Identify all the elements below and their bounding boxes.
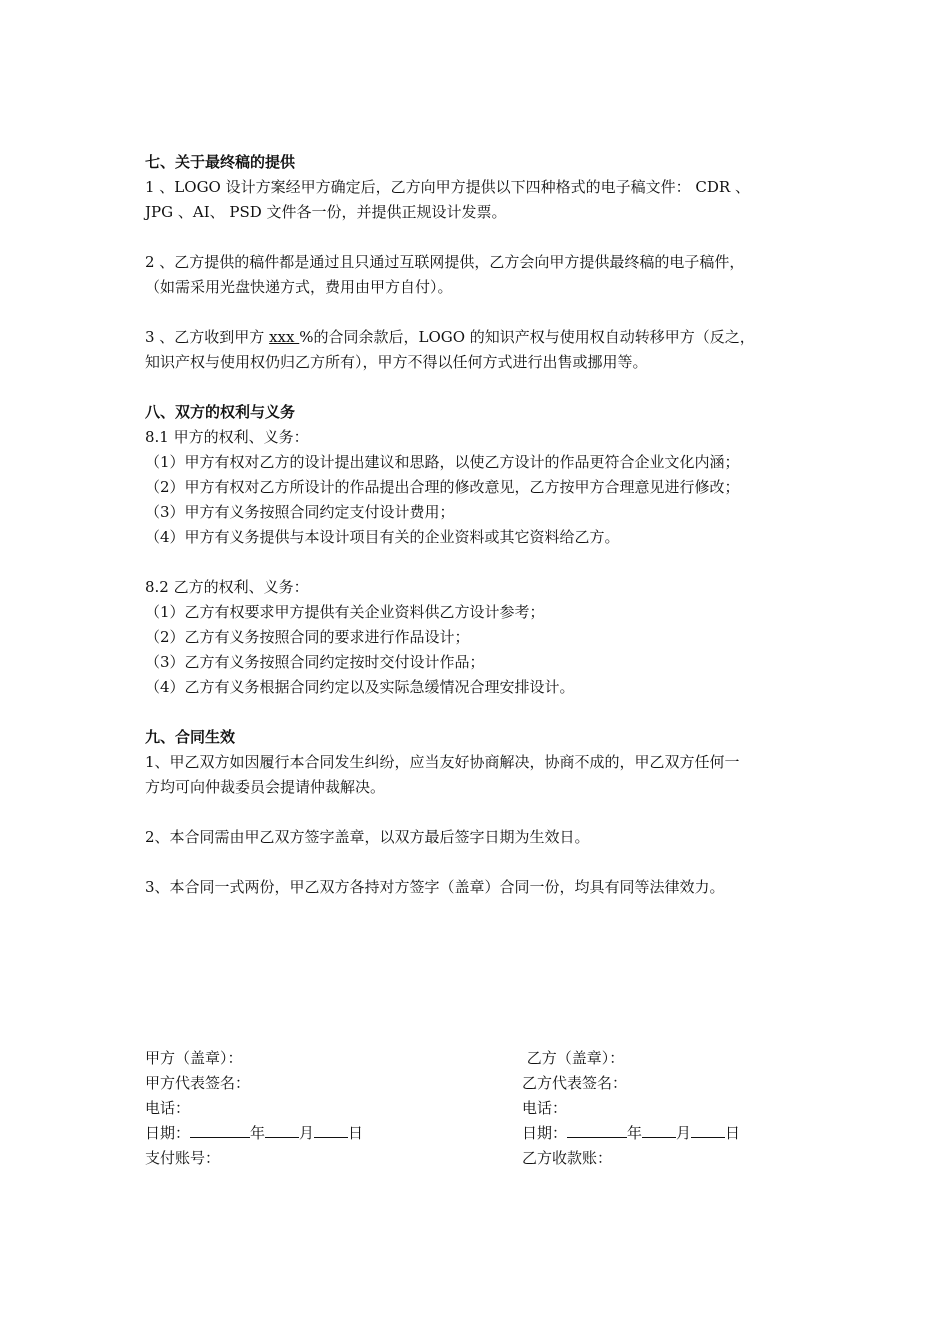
party-b-rights-title: 8.2 乙方的权利、义务： — [145, 578, 309, 596]
contract-body — [145, 150, 825, 900]
party-a-date — [145, 1121, 363, 1146]
day-blank — [691, 1122, 725, 1138]
month-label: 月 — [676, 1124, 692, 1142]
section-7-title: 七、关于最终稿的提供 — [145, 153, 296, 171]
party-b-account: 乙方收款账： — [522, 1149, 613, 1167]
list-item: （4）甲方有义务提供与本设计项目有关的企业资料或其它资料给乙方。 — [145, 528, 620, 546]
party-b-phone: 电话： — [522, 1099, 568, 1117]
party-b-date — [522, 1121, 740, 1146]
party-a-rep: 甲方代表签名： — [145, 1074, 251, 1092]
list-item: （3）乙方有义务按照合同约定按时交付设计作品； — [145, 653, 485, 671]
party-a-account: 支付账号： — [145, 1149, 221, 1167]
section-7-p2-line2: （如需采用光盘快递方式，费用由甲方自付）。 — [145, 278, 453, 296]
section-7-p3-prefix: 3 、乙方收到甲方 — [145, 328, 270, 346]
party-a-date-label: 日期： — [145, 1124, 191, 1142]
section-7-p3-suffix: %的合同余款后，LOGO 的知识产权与使用权自动转移甲方（反之， — [299, 328, 755, 346]
party-b-rep: 乙方代表签名： — [522, 1074, 628, 1092]
section-9-title: 九、合同生效 — [145, 728, 236, 746]
day-label: 日 — [725, 1124, 741, 1142]
day-label: 日 — [348, 1124, 364, 1142]
day-blank — [314, 1122, 348, 1138]
party-a-seal: 甲方（盖章）： — [145, 1049, 243, 1067]
party-b-signature-block — [522, 1046, 740, 1171]
year-label: 年 — [250, 1124, 266, 1142]
year-blank — [567, 1122, 627, 1138]
section-9-p2: 2、本合同需由甲乙双方签字盖章，以双方最后签字日期为生效日。 — [145, 828, 590, 846]
party-b-seal: 乙方（盖章）： — [522, 1049, 625, 1067]
section-7-p3-line1 — [145, 325, 825, 350]
section-7-p2-line1: 2 、乙方提供的稿件都是通过且只通过互联网提供，乙方会向甲方提供最终稿的电子稿件， — [145, 253, 745, 271]
section-7-p1-line1: 1 、LOGO 设计方案经甲方确定后，乙方向甲方提供以下四种格式的电子稿文件： CDR 、 — [145, 178, 750, 196]
section-9-p1-line1: 1、甲乙双方如因履行本合同发生纠纷，应当友好协商解决，协商不成的，甲乙双方任何一 — [145, 753, 740, 771]
year-label: 年 — [627, 1124, 643, 1142]
party-a-signature-block — [145, 1046, 363, 1171]
section-9-p1-line2: 方均可向仲裁委员会提请仲裁解决。 — [145, 778, 386, 796]
month-blank — [642, 1122, 676, 1138]
section-8-title: 八、双方的权利与义务 — [145, 403, 296, 421]
month-label: 月 — [299, 1124, 315, 1142]
party-b-date-label: 日期： — [522, 1124, 568, 1142]
list-item: （2）甲方有权对乙方所设计的作品提出合理的修改意见，乙方按甲方合理意见进行修改； — [145, 478, 740, 496]
list-item: （3）甲方有义务按照合同约定支付设计费用； — [145, 503, 455, 521]
list-item: （1）甲方有权对乙方的设计提出建议和思路，以使乙方设计的作品更符合企业文化内涵； — [145, 453, 740, 471]
year-blank — [190, 1122, 250, 1138]
percentage-blank: xxx — [269, 328, 300, 346]
month-blank — [265, 1122, 299, 1138]
list-item: （1）乙方有权要求甲方提供有关企业资料供乙方设计参考； — [145, 603, 545, 621]
section-7-p1-line2: JPG 、AI、 PSD 文件各一份，并提供正规设计发票。 — [145, 203, 507, 221]
list-item: （4）乙方有义务根据合同约定以及实际急缓情况合理安排设计。 — [145, 678, 575, 696]
section-7-p3-line2: 知识产权与使用权仍归乙方所有），甲方不得以任何方式进行出售或挪用等。 — [145, 353, 648, 371]
party-a-phone: 电话： — [145, 1099, 191, 1117]
section-9-p3: 3、本合同一式两份，甲乙双方各持对方签字（盖章）合同一份，均具有同等法律效力。 — [145, 878, 725, 896]
list-item: （2）乙方有义务按照合同的要求进行作品设计； — [145, 628, 470, 646]
party-a-rights-title: 8.1 甲方的权利、义务： — [145, 428, 309, 446]
